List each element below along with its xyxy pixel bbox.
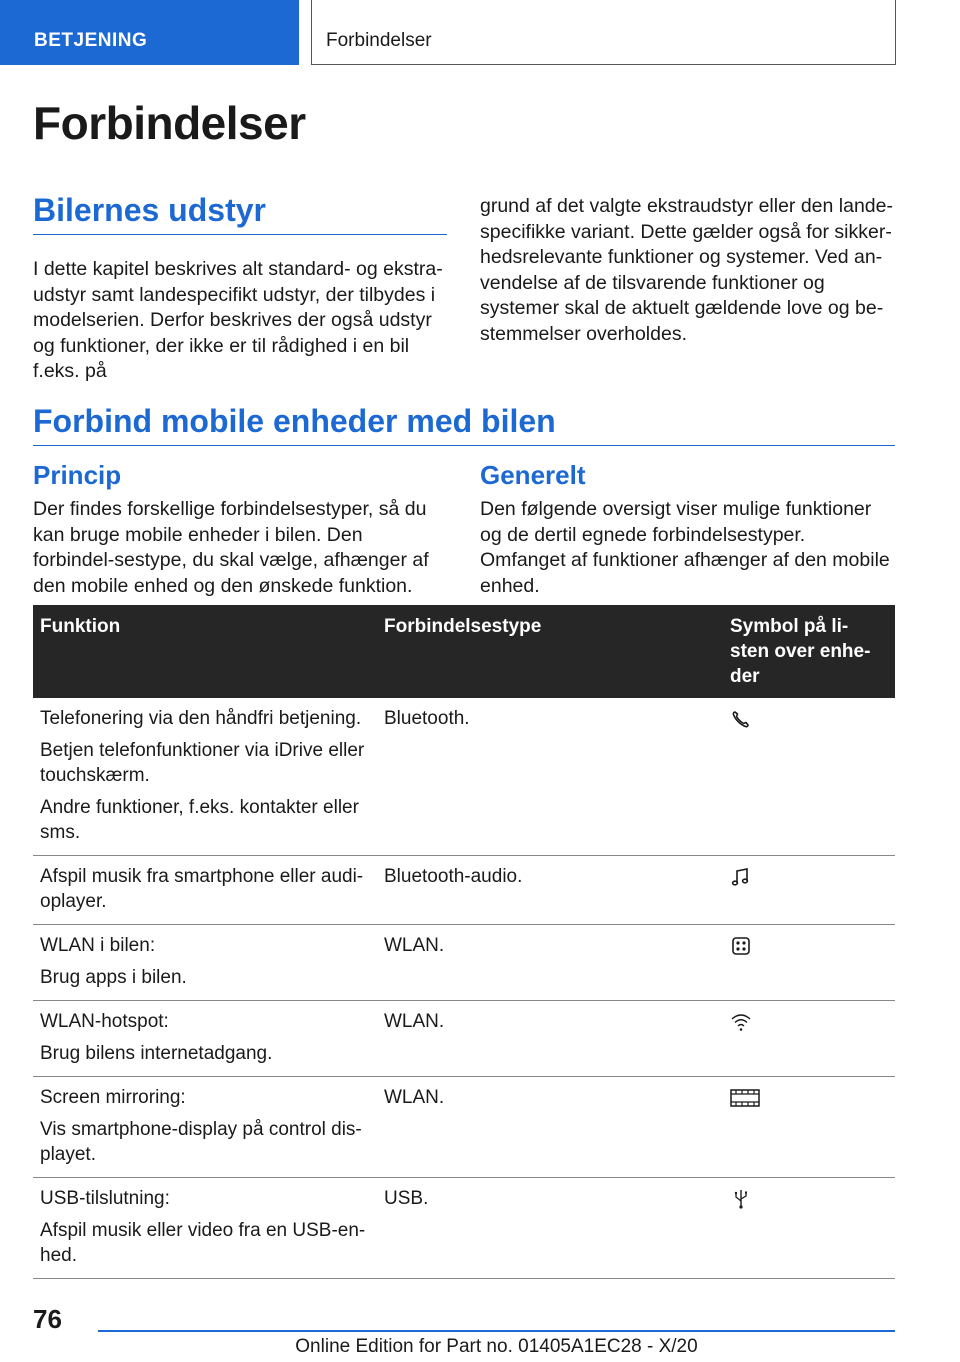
function-cell bbox=[33, 698, 377, 856]
symbol-cell bbox=[723, 925, 895, 1001]
usb-icon bbox=[730, 1188, 752, 1210]
type-cell: Bluetooth. bbox=[377, 698, 723, 856]
type-cell: USB. bbox=[377, 1178, 723, 1279]
function-text: Brug apps i bilen. bbox=[40, 967, 187, 988]
table-row bbox=[33, 1077, 895, 1178]
screen-mirroring-icon bbox=[730, 1087, 760, 1109]
header-chapter-tab: Forbindelser bbox=[311, 0, 896, 65]
phone-icon bbox=[730, 708, 752, 730]
table-header-type: Forbindelsestype bbox=[377, 605, 723, 698]
table-row bbox=[33, 698, 895, 856]
function-cell bbox=[33, 1077, 377, 1178]
heading-rule-equipment bbox=[33, 234, 447, 235]
heading-general: Generelt bbox=[480, 460, 586, 490]
table-row bbox=[33, 1178, 895, 1279]
table-header-symbol: Symbol på li-sten over enhe-der bbox=[723, 605, 895, 698]
function-cell bbox=[33, 925, 377, 1001]
page-number: 76 bbox=[33, 1304, 62, 1334]
symbol-cell bbox=[723, 1001, 895, 1077]
function-text: Telefonering via den håndfri betjening. bbox=[40, 708, 362, 729]
symbol-cell bbox=[723, 856, 895, 925]
function-cell bbox=[33, 1178, 377, 1279]
function-text: Andre funktioner, f.eks. kontakter eller sms. bbox=[40, 797, 359, 843]
table-row bbox=[33, 925, 895, 1001]
header-section-tab: BETJENING bbox=[0, 0, 299, 65]
footer-edition: Online Edition for Part no. 01405A1EC28 - X/20 bbox=[295, 1336, 698, 1357]
function-text: USB-tilslutning: bbox=[40, 1188, 170, 1209]
function-cell bbox=[33, 1001, 377, 1077]
equipment-text-col2: grund af det valgte ekstraudstyr eller den lande-specifikke variant. Dette gælder også for sikker-hedsrelevante funktioner og systemer. Ved an-vendelse af de tilsvarende funktioner og systemer skal de aktuelt gældende love og be-stemmelser overholdes. bbox=[480, 195, 893, 345]
music-note-icon bbox=[730, 866, 752, 888]
heading-equipment: Bilernes udstyr bbox=[33, 192, 266, 228]
type-cell: WLAN. bbox=[377, 1001, 723, 1077]
symbol-cell bbox=[723, 698, 895, 856]
function-text: Vis smartphone-display på control dis-playet. bbox=[40, 1119, 362, 1165]
function-text: Afspil musik eller video fra en USB-en-hed. bbox=[40, 1220, 366, 1266]
function-text: Brug bilens internetadgang. bbox=[40, 1043, 273, 1064]
page-title: Forbindelser bbox=[33, 97, 306, 149]
connection-types-table bbox=[33, 605, 895, 1279]
table-header-function: Funktion bbox=[33, 605, 377, 698]
symbol-cell bbox=[723, 1077, 895, 1178]
function-text: Betjen telefonfunktioner via iDrive eller touchskærm. bbox=[40, 740, 365, 786]
function-text: Afspil musik fra smartphone eller audi-oplayer. bbox=[40, 866, 364, 912]
type-cell: Bluetooth-audio. bbox=[377, 856, 723, 925]
symbol-cell bbox=[723, 1178, 895, 1279]
function-text: WLAN-hotspot: bbox=[40, 1011, 169, 1032]
heading-rule-connect bbox=[33, 445, 895, 446]
apps-icon bbox=[730, 935, 752, 957]
type-cell: WLAN. bbox=[377, 1077, 723, 1178]
table-header-row bbox=[33, 605, 895, 698]
function-text: WLAN i bilen: bbox=[40, 935, 156, 956]
function-text: Screen mirroring: bbox=[40, 1087, 186, 1108]
table-row bbox=[33, 856, 895, 925]
heading-connect: Forbind mobile enheder med bilen bbox=[33, 403, 556, 439]
type-cell: WLAN. bbox=[377, 925, 723, 1001]
equipment-text-col1: I dette kapitel beskrives alt standard- og ekstra-udstyr samt landespecifikt udstyr, der tilbydes i modelserien. Derfor beskrives der også udstyr og funktioner, der ikke er til rådighed i en bil f.eks. på bbox=[33, 258, 443, 382]
general-text: Den følgende oversigt viser mulige funktioner og de dertil egnede forbindelsestyper. Omfanget af funktioner afhænger af den mobile enhed. bbox=[480, 498, 890, 597]
function-cell bbox=[33, 856, 377, 925]
footer-rule bbox=[98, 1330, 895, 1332]
wifi-icon bbox=[730, 1011, 752, 1033]
heading-principle: Princip bbox=[33, 460, 122, 490]
table-row bbox=[33, 1001, 895, 1077]
principle-text: Der findes forskellige forbindelsestyper, så du kan bruge mobile enheder i bilen. Den forbindel-sestype, du skal vælge, afhænger af den mobile enhed og den ønskede funktion. bbox=[33, 498, 429, 597]
